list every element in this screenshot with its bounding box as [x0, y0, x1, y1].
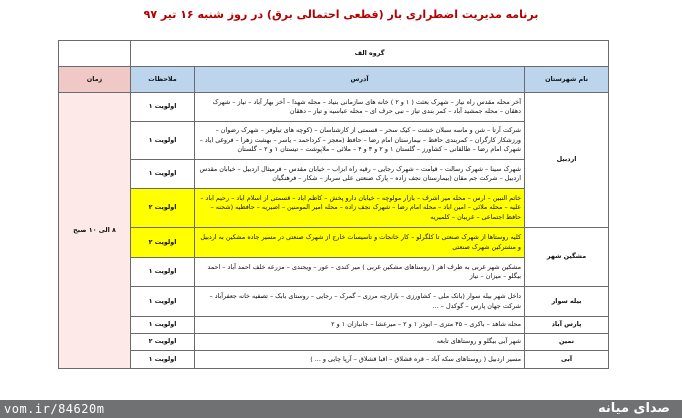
header-time: زمان	[59, 67, 131, 93]
table-row	[59, 287, 609, 317]
table-row	[59, 93, 609, 122]
header-address: آدرس	[195, 67, 525, 93]
city-cell: آبی	[525, 351, 609, 369]
city-cell: اردبیل	[525, 93, 609, 228]
table-row	[59, 317, 609, 334]
city-cell: مشگین شهر	[525, 228, 609, 287]
address-cell: شهر آبی بیگلو و روستاهای تابعه	[195, 334, 525, 351]
priority-cell: اولویت ۱	[131, 258, 195, 287]
priority-cell: اولویت ۱	[131, 93, 195, 122]
priority-cell: اولویت ۱	[131, 287, 195, 317]
address-cell: مشکین شهر غربی به طرف اهر ( روستاهای مشکین غربی ) میر کندی – عور – ویجندی – مزرعه خلف احمد آباد – احمد بیگلو – میزان – نیاز	[195, 258, 525, 287]
city-cell: نمین	[525, 334, 609, 351]
header-city: نام شهرستان	[525, 67, 609, 93]
priority-cell: اولویت ۲	[131, 189, 195, 228]
page-title: برنامه مدیریت اضطراری بار (قطعی احتمالی برق) در روز شنبه ۱۶ تیر ۹۷	[143, 8, 539, 21]
table-row	[59, 228, 609, 258]
address-cell: محله شاهد – باکری – ۴۵ متری – ابوذر ۱ و ۲ – میرعشا – جانبازان ۱ و ۲	[195, 317, 525, 334]
watermark-brand: صدای میانه	[598, 401, 670, 416]
header-notes: ملاحظات	[131, 67, 195, 93]
table-row	[59, 334, 609, 351]
address-cell: آخر محله مقدس راه نیاز – شهرک بعثت ( ۱ و ۲ ) خانه های سازمانی بنیاد – محله شهدا – آخر بهار آباد – نیاز – شهرک دهقان – محله جمشید آباد – کمر بندی تیاز – نبی حرف ای – محله عباسیه و تیاز – دهقان	[195, 93, 525, 122]
watermark-bar	[0, 400, 682, 418]
city-cell: پارس آباد	[525, 317, 609, 334]
address-cell: شرکت آرتا – شن و ماسه سبلان خشت – کیک سحر – قسمتی از کارشناسان – (کوچه های تیلوفر – شهرک رضوان – ورزشکار کارگران – کمربندی حافظ – بیمارستان امام رضا – حافظ (معجز – کرداحمد – یاسر – بهشت زهرا – فروغی ایاد – شهرک امام رضا – طالقانی – کشاورز – گلستان ۱ و ۲ و ۳ و ۴ – ملائی – ملاپوشت – تیستان ۱ و ۲ – گلستان	[195, 122, 525, 160]
time-cell: ۸ الی ۱۰ صبح	[59, 93, 131, 369]
priority-cell: اولویت ۲	[131, 228, 195, 258]
city-cell: بیله سوار	[525, 287, 609, 317]
priority-cell: اولویت ۱	[131, 122, 195, 160]
table-row	[59, 351, 609, 369]
priority-cell: اولویت ۱	[131, 317, 195, 334]
group-title: گروه الف	[131, 41, 609, 67]
watermark-url: vom.ir/84620m	[4, 402, 105, 416]
address-cell: شهرک سینا – شهرک رسالت – قیامت – شهرک رجایی – رقیه راه ابزاب – خیابان مقدس – فرمیثال اردبیل – خیابان مقدس اردبیل – شرکت جم مقان (بیمارستان نجف زاده – پارک صنعتی علی سرباز – شکار – فرهنگیان	[195, 160, 525, 189]
priority-cell: اولویت ۱	[131, 351, 195, 369]
priority-cell: اولویت ۱	[131, 160, 195, 189]
priority-cell: اولویت ۲	[131, 334, 195, 351]
address-cell: داخل شهر بیله سوار (بانک ملی – کشاورزی – بازارچه مرزی – گمرک – رجایی – روستای بابک – تصفیه خانه جعفرآباد – شرکت جهان پارس – گوکدل – ...	[195, 287, 525, 317]
address-cell: خاتم النبین – ارس – محله میر اشرف – بازار مولوچه – خیابان دارو پخش – کاظم اباد – قسمتی از اسلام اباد – رحیم اباد – علیه – محله ملائی – امین اباد – محله امام رضا – شهرک نجف زاده – محله امیر المومنین – اصیریه – حافظیه (شحنه – حافظ اجتماعی – غریبان – کلمیریه	[195, 189, 525, 228]
address-cell: کلیه روستاها از شهرک صنعتی تا کلگرلو – کار خانجات و تاسیسات خارج از شهرک صنعتی در مسیر جاده مشکین به اردبیل و مشترکین شهرک صنعتی	[195, 228, 525, 258]
address-cell: مسیر اردبیل ( روستاهای سکه آباد – قره قشلاق – اقبا قشلاق – آرپا چایی و ... )	[195, 351, 525, 369]
load-schedule-table	[58, 40, 609, 369]
